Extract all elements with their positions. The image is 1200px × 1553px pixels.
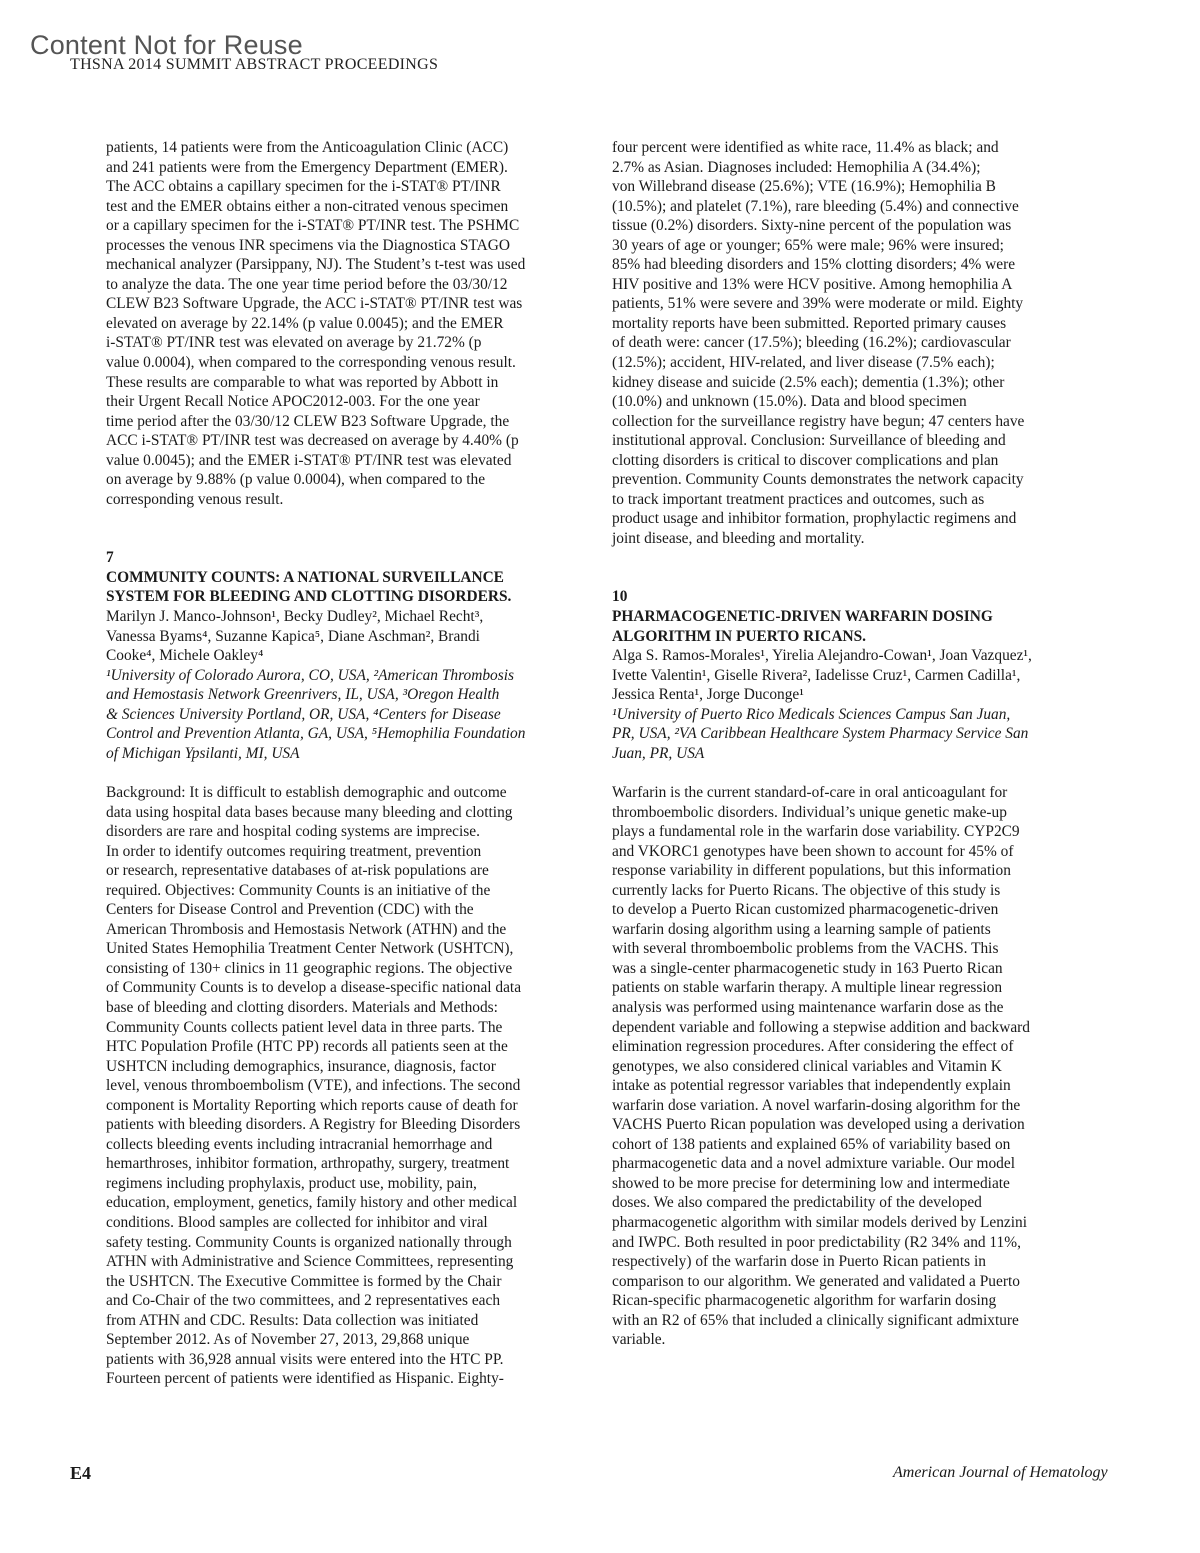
affiliation-line: and Hemostasis Network Greenrivers, IL, USA, ³Oregon Health [106,686,500,704]
text-line: patients with bleeding disorders. A Registry for Bleeding Disorders [106,1116,521,1134]
text-line: of Community Counts is to develop a disease-specific national data [106,979,522,997]
text-line: (10.5%); and platelet (7.1%), rare bleeding (5.4%) and connective [612,197,1019,215]
text-line: ACC i-STAT® PT/INR test was decreased on average by 4.40% (p [106,432,519,450]
text-line: test and the EMER obtains either a non-citrated venous specimen [106,197,509,215]
affiliation-line: ¹University of Puerto Rico Medicals Sciences Campus San Juan, [612,705,1011,723]
text-line: Jessica Renta¹, Jorge Duconge¹ [612,686,804,704]
text-line: value 0.0045); and the EMER i-STAT® PT/INR test was elevated [106,451,512,469]
running-head: THSNA 2014 SUMMIT ABSTRACT PROCEEDINGS [70,56,439,73]
abstract-number: 7 [106,549,114,567]
abstract-title-line: PHARMACOGENETIC-DRIVEN WARFARIN DOSING [612,608,993,626]
text-line: HTC Population Profile (HTC PP) records all patients seen at the [106,1038,508,1056]
text-line: mortality reports have been submitted. Reported primary causes [612,314,1007,332]
text-line: data using hospital data bases because many bleeding and clotting [106,803,513,821]
text-line: intake as potential regressor variables that independently explain [612,1077,1011,1095]
text-line: Vanessa Byams⁴, Suzanne Kapica⁵, Diane Aschman², Brandi [106,627,480,645]
text-line: ATHN with Administrative and Science Committees, representing [106,1253,514,1271]
text-line: to track important treatment practices and outcomes, such as [612,490,985,508]
text-line: These results are comparable to what was reported by Abbott in [106,373,499,391]
text-line: education, employment, genetics, family history and other medical [106,1194,518,1212]
text-line: component is Mortality Reporting which reports cause of death for [106,1096,518,1114]
text-line: pharmacogenetic data and a novel admixture variable. Our model [612,1155,1015,1173]
text-line: tissue (0.2%) disorders. Sixty-nine percent of the population was [612,217,1012,235]
text-line: mechanical analyzer (Parsippany, NJ). The Student’s t-test was used [106,256,526,274]
text-line: hemarthroses, inhibitor formation, arthropathy, surgery, treatment [106,1155,510,1173]
right-column [612,138,1094,1350]
text-line: the USHTCN. The Executive Committee is formed by the Chair [106,1272,502,1290]
text-line: (12.5%); accident, HIV-related, and liver disease (7.5% each); [612,354,995,372]
text-line: required. Objectives: Community Counts is an initiative of the [106,881,491,899]
text-line: of death were: cancer (17.5%); bleeding (16.2%); cardiovascular [612,334,1011,352]
text-line: patients on stable warfarin therapy. A multiple linear regression [612,979,1003,997]
text-line: corresponding venous result. [106,490,284,508]
text-line: joint disease, and bleeding and mortality. [612,529,865,547]
text-line: on average by 9.88% (p value 0.0004), when compared to the [106,471,486,489]
text-line: pharmacogenetic algorithm with similar models derived by Lenzini [612,1213,1027,1231]
text-line: patients with 36,928 annual visits were entered into the HTC PP. [106,1350,504,1368]
affiliation-line: ¹University of Colorado Aurora, CO, USA, ²American Thrombosis [106,666,514,684]
text-line: regimens including prophylaxis, product use, mobility, pain, [106,1174,477,1192]
paragraph-gap [106,509,586,548]
text-line: CLEW B23 Software Upgrade, the ACC i-STAT® PT/INR test was [106,295,523,313]
text-line: to develop a Puerto Rican customized pharmacogenetic-driven [612,901,999,919]
text-line: Fourteen percent of patients were identified as Hispanic. Eighty- [106,1370,504,1388]
text-line: VACHS Puerto Rican population was developed using a derivation [612,1116,1025,1134]
text-line: genotypes, we also considered clinical variables and Vitamin K [612,1057,1002,1075]
text-line: safety testing. Community Counts is organized nationally through [106,1233,512,1251]
abstract-number: 10 [612,588,628,606]
text-line: von Willebrand disease (25.6%); VTE (16.9%); Hemophilia B [612,178,996,196]
text-line: collects bleeding events including intracranial hemorrhage and [106,1135,493,1153]
text-line: i-STAT® PT/INR test was elevated on average by 21.72% (p [106,334,482,352]
text-line: United States Hemophilia Treatment Center Network (USHTCN), [106,940,514,958]
page-number: E4 [70,1463,92,1483]
text-line: time period after the 03/30/12 CLEW B23 Software Upgrade, the [106,412,510,430]
text-line: thromboembolic disorders. Individual’s unique genetic make-up [612,803,1007,821]
text-line: warfarin dosing algorithm using a learning sample of patients [612,920,991,938]
text-line: American Thrombosis and Hemostasis Network (ATHN) and the [106,920,507,938]
text-line: and 241 patients were from the Emergency Department (EMER). [106,158,508,176]
text-line: product usage and inhibitor formation, prophylactic regimens and [612,510,1017,528]
text-line: HIV positive and 13% were HCV positive. Among hemophilia A [612,275,1013,293]
text-line: with an R2 of 65% that included a clinically significant admixture [612,1311,1019,1329]
text-line: with several thromboembolic problems from the VACHS. This [612,940,999,958]
text-line: currently lacks for Puerto Ricans. The objective of this study is [612,881,1001,899]
text-line: clotting disorders is critical to discover complications and plan [612,451,999,469]
text-line: conditions. Blood samples are collected for inhibitor and viral [106,1213,488,1231]
text-line: USHTCN including demographics, insurance, diagnosis, factor [106,1057,496,1075]
text-line: September 2012. As of November 27, 2013, 29,868 unique [106,1331,470,1349]
text-line: dependent variable and following a stepwise addition and backward [612,1018,1030,1036]
text-line: Rican-specific pharmacogenetic algorithm for warfarin dosing [612,1292,997,1310]
text-line: 85% had bleeding disorders and 15% clotting disorders; 4% were [612,256,1016,274]
text-line: plays a fundamental role in the warfarin dose variability. CYP2C9 [612,823,1020,841]
text-line: or a capillary specimen for the i-STAT® PT/INR test. The PSHMC [106,217,520,235]
text-line: and Co-Chair of the two committees, and 2 representatives each [106,1292,501,1310]
text-line: Centers for Disease Control and Prevention (CDC) with the [106,901,474,919]
affiliation-line: & Sciences University Portland, OR, USA, ⁴Centers for Disease [106,705,501,723]
text-line: Ivette Valentin¹, Giselle Rivera², Iadelisse Cruz¹, Carmen Cadilla¹, [612,666,1021,684]
text-line: Warfarin is the current standard-of-care in oral anticoagulant for [612,783,1008,801]
journal-name: American Journal of Hematology [893,1464,1108,1481]
text-line: prevention. Community Counts demonstrates the network capacity [612,471,1024,489]
text-line: variable. [612,1331,666,1349]
text-line: value 0.0004), when compared to the corresponding venous result. [106,354,516,372]
text-line: to analyze the data. The one year time period before the 03/30/12 [106,275,508,293]
text-line: and IWPC. Both resulted in poor predictability (R2 34% and 11%, [612,1233,1021,1251]
left-column [106,138,586,1389]
text-line: Community Counts collects patient level data in three parts. The [106,1018,503,1036]
text-line: from ATHN and CDC. Results: Data collection was initiated [106,1311,479,1329]
abstract-title-line: ALGORITHM IN PUERTO RICANS. [612,627,867,645]
text-line: or research, representative databases of at-risk populations are [106,862,489,880]
text-line: patients, 51% were severe and 39% were moderate or mild. Eighty [612,295,1024,313]
affiliation-line: PR, USA, ²VA Caribbean Healthcare System Pharmacy Service San [612,725,1029,743]
text-line: patients, 14 patients were from the Anticoagulation Clinic (ACC) [106,139,509,156]
text-line: was a single-center pharmacogenetic study in 163 Puerto Rican [612,959,1003,977]
text-line: base of bleeding and clotting disorders. Materials and Methods: [106,998,498,1016]
text-line: 2.7% as Asian. Diagnoses included: Hemophilia A (34.4%); [612,158,981,176]
paragraph-gap [106,763,586,783]
paragraph-gap [612,763,1094,783]
text-line: Marilyn J. Manco-Johnson¹, Becky Dudley², Michael Recht³, [106,608,484,626]
affiliation-line: Juan, PR, USA [612,744,705,762]
text-line: kidney disease and suicide (2.5% each); dementia (1.3%); other [612,373,1005,391]
text-line: consisting of 130+ clinics in 11 geographic regions. The objective [106,959,513,977]
text-line: doses. We also compared the predictability of the developed [612,1194,982,1212]
text-line: The ACC obtains a capillary specimen for the i-STAT® PT/INR [106,178,501,196]
abstract-title-line: SYSTEM FOR BLEEDING AND CLOTTING DISORDERS. [106,588,512,606]
text-line: warfarin dose variation. A novel warfarin-dosing algorithm for the [612,1096,1021,1114]
text-line: and VKORC1 genotypes have been shown to account for 45% of [612,842,1014,860]
text-line: collection for the surveillance registry have begun; 47 centers have [612,412,1025,430]
text-line: institutional approval. Conclusion: Surveillance of bleeding and [612,432,1006,450]
text-line: (10.0%) and unknown (15.0%). Data and blood specimen [612,393,967,411]
text-line: processes the venous INR specimens via the Diagnostica STAGO [106,236,510,254]
text-line: elimination regression procedures. After considering the effect of [612,1038,1014,1056]
text-line: elevated on average by 22.14% (p value 0.0045); and the EMER [106,314,504,332]
text-line: disorders are rare and hospital coding systems are imprecise. [106,823,480,841]
text-line: Alga S. Ramos-Morales¹, Yirelia Alejandro-Cowan¹, Joan Vazquez¹, [612,647,1032,665]
text-line: 30 years of age or younger; 65% were male; 96% were insured; [612,236,1004,254]
affiliation-line: Control and Prevention Atlanta, GA, USA, ⁵Hemophilia Foundation [106,725,526,743]
text-line: In order to identify outcomes requiring treatment, prevention [106,842,482,860]
text-line: cohort of 138 patients and explained 65% of variability based on [612,1135,1011,1153]
text-line: comparison to our algorithm. We generated and validated a Puerto [612,1272,1020,1290]
text-line: level, venous thromboembolism (VTE), and infections. The second [106,1077,521,1095]
text-line: their Urgent Recall Notice APOC2012-003. For the one year [106,393,480,411]
text-line: Cooke⁴, Michele Oakley⁴ [106,647,264,665]
text-line: four percent were identified as white race, 11.4% as black; and [612,139,999,156]
text-line: response variability in different populations, but this information [612,862,1011,880]
watermark: Content Not for Reuse [30,30,303,60]
text-line: showed to be more precise for determining low and intermediate [612,1174,1010,1192]
abstract-title-line: COMMUNITY COUNTS: A NATIONAL SURVEILLANCE [106,568,504,586]
paragraph-gap [612,548,1094,587]
text-line: respectively) of the warfarin dose in Puerto Rican patients in [612,1253,986,1271]
affiliation-line: of Michigan Ypsilanti, MI, USA [106,744,300,762]
text-line: analysis was performed using maintenance warfarin dose as the [612,998,1004,1016]
text-line: Background: It is difficult to establish demographic and outcome [106,783,507,801]
